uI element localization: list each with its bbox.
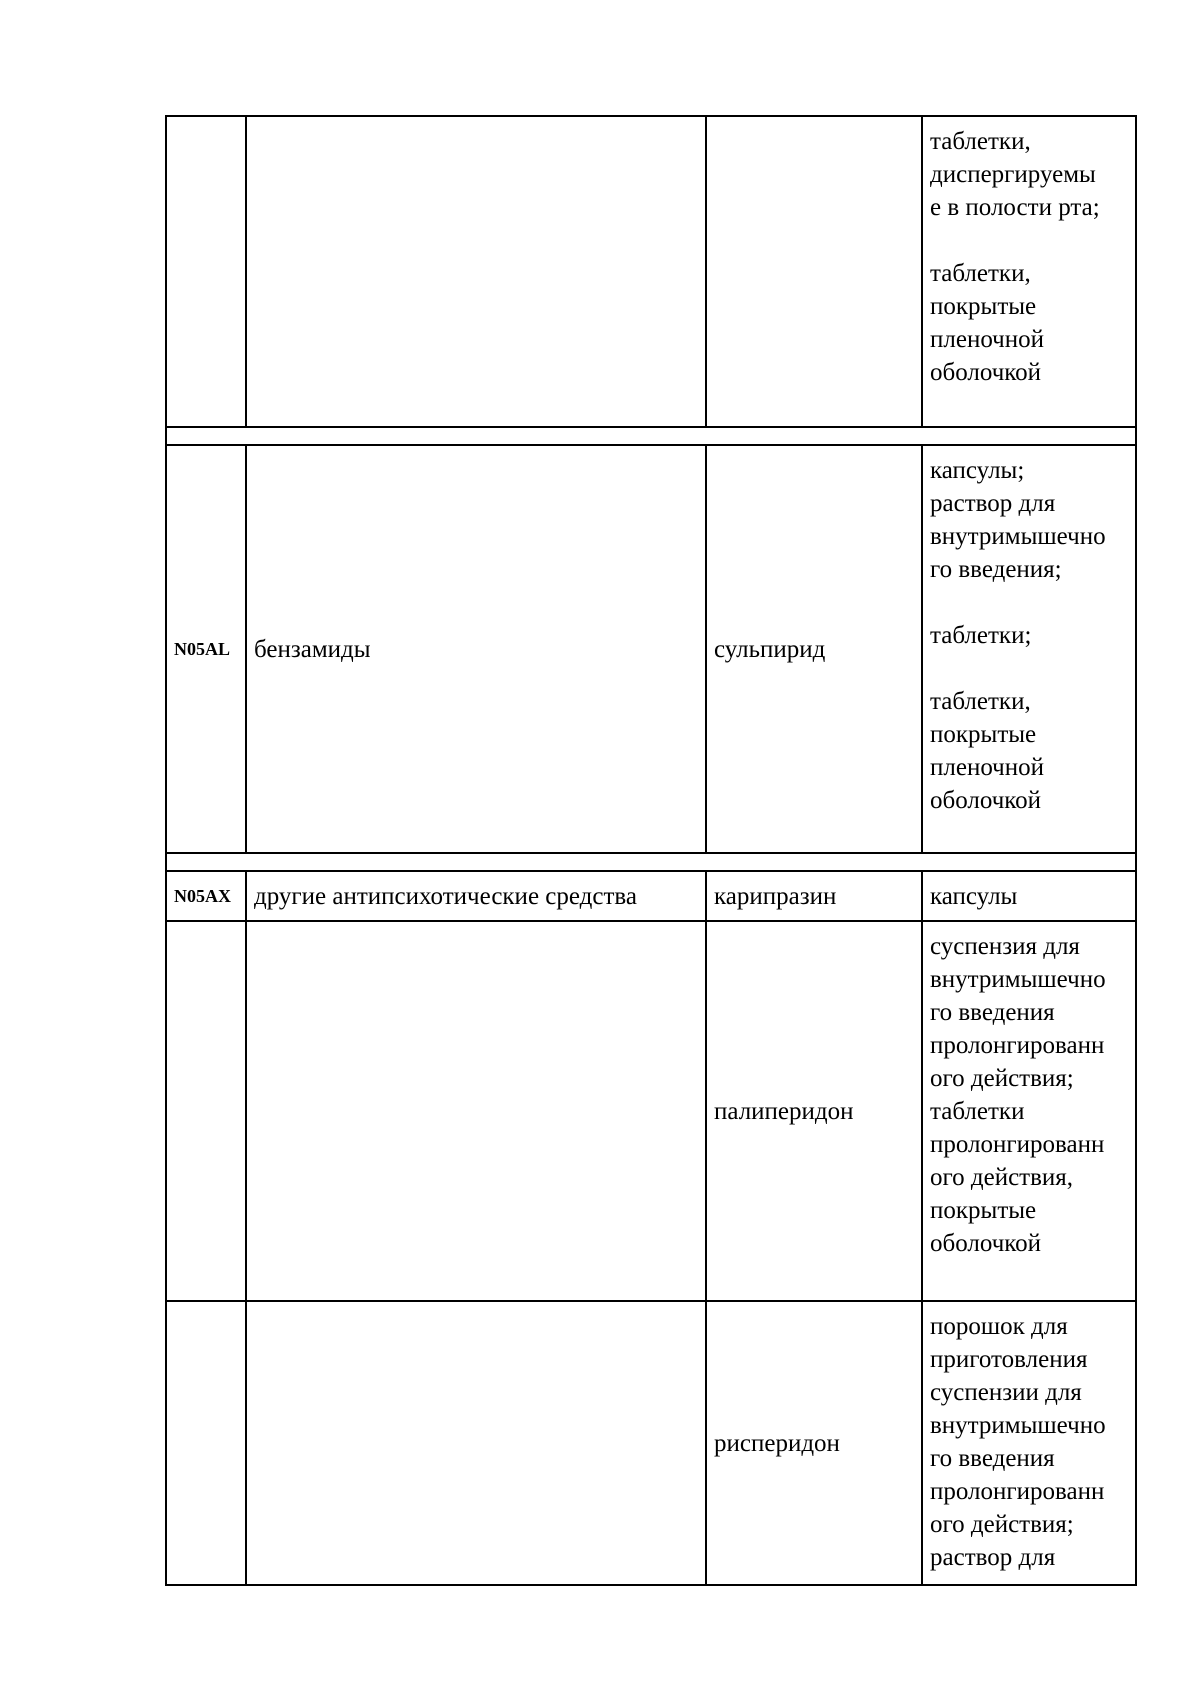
dosage-form-line: оболочкой — [930, 1230, 1042, 1257]
dosage-forms-cell — [923, 922, 1135, 1300]
dosage-form-line: внутримышечно — [930, 1412, 1106, 1439]
dosage-form-line: таблетки, — [930, 688, 1031, 715]
dosage-form-line: внутримышечно — [930, 523, 1106, 550]
atc-code-cell: N05AX — [167, 872, 247, 920]
dosage-form-line: покрытые — [930, 721, 1037, 748]
drug-name-cell — [707, 117, 923, 426]
dosage-form-line: таблетки, — [930, 128, 1031, 155]
dosage-form-line: го введения; — [930, 556, 1062, 583]
dosage-form-line: пролонгированн — [930, 1478, 1105, 1505]
dosage-form-line: раствор для — [930, 490, 1056, 517]
dosage-form-block — [930, 930, 1128, 1260]
dosage-forms-cell — [923, 446, 1135, 852]
dosage-form-line: раствор для — [930, 1544, 1056, 1571]
group-cell: бензамиды — [247, 446, 707, 852]
dosage-form-line: ого действия; — [930, 1511, 1074, 1538]
table-row — [165, 444, 1137, 854]
dosage-form-line: покрытые — [930, 293, 1037, 320]
dosage-form-line: оболочкой — [930, 359, 1042, 386]
dosage-form-block — [930, 454, 1128, 586]
group-cell — [247, 1302, 707, 1584]
dosage-form-block — [930, 1310, 1128, 1574]
atc-code-cell — [167, 922, 247, 1300]
dosage-form-line: внутримышечно — [930, 966, 1106, 993]
dosage-form-line: ого действия; — [930, 1065, 1074, 1092]
dosage-form-line: суспензия для — [930, 933, 1080, 960]
dosage-form-line: таблетки, — [930, 260, 1031, 287]
drug-name-cell: рисперидон — [707, 1302, 923, 1584]
table-row — [165, 920, 1137, 1302]
dosage-form-line: диспергируемы — [930, 161, 1096, 188]
dosage-forms-cell — [923, 1302, 1135, 1584]
dosage-forms-cell — [923, 872, 1135, 920]
group-cell — [247, 922, 707, 1300]
dosage-form-line: пролонгированн — [930, 1032, 1105, 1059]
dosage-forms-cell — [923, 117, 1135, 426]
dosage-form-block — [930, 125, 1128, 224]
dosage-form-line: оболочкой — [930, 787, 1042, 814]
drug-name-cell: сульпирид — [707, 446, 923, 852]
table-row — [165, 1300, 1137, 1586]
table-row — [165, 870, 1137, 922]
dosage-form-line: таблетки — [930, 1098, 1025, 1125]
dosage-form-line: го введения — [930, 999, 1055, 1026]
dosage-form-block — [930, 619, 1128, 652]
dosage-form-line: пленочной — [930, 754, 1045, 781]
atc-code-cell: N05AL — [167, 446, 247, 852]
dosage-form-line: е в полости рта; — [930, 194, 1100, 221]
dosage-form-line: капсулы — [930, 882, 1018, 910]
group-cell — [247, 117, 707, 426]
dosage-form-line: таблетки; — [930, 622, 1032, 649]
atc-code-cell — [167, 117, 247, 426]
dosage-form-line: покрытые — [930, 1197, 1037, 1224]
dosage-form-line: суспензии для — [930, 1379, 1082, 1406]
dosage-form-block — [930, 257, 1128, 389]
dosage-form-line: капсулы; — [930, 457, 1025, 484]
dosage-form-line: приготовления — [930, 1346, 1088, 1373]
group-cell: другие антипсихотические средства — [247, 872, 707, 920]
dosage-form-line: порошок для — [930, 1313, 1068, 1340]
drug-name-cell: палиперидон — [707, 922, 923, 1300]
dosage-form-line: пленочной — [930, 326, 1045, 353]
dosage-form-block — [930, 685, 1128, 817]
dosage-form-line: ого действия, — [930, 1164, 1074, 1191]
dosage-form-line: пролонгированн — [930, 1131, 1105, 1158]
atc-code-cell — [167, 1302, 247, 1584]
table-row — [165, 115, 1137, 428]
dosage-form-block — [930, 880, 1128, 913]
dosage-form-line: го введения — [930, 1445, 1055, 1472]
drug-name-cell: карипразин — [707, 872, 923, 920]
